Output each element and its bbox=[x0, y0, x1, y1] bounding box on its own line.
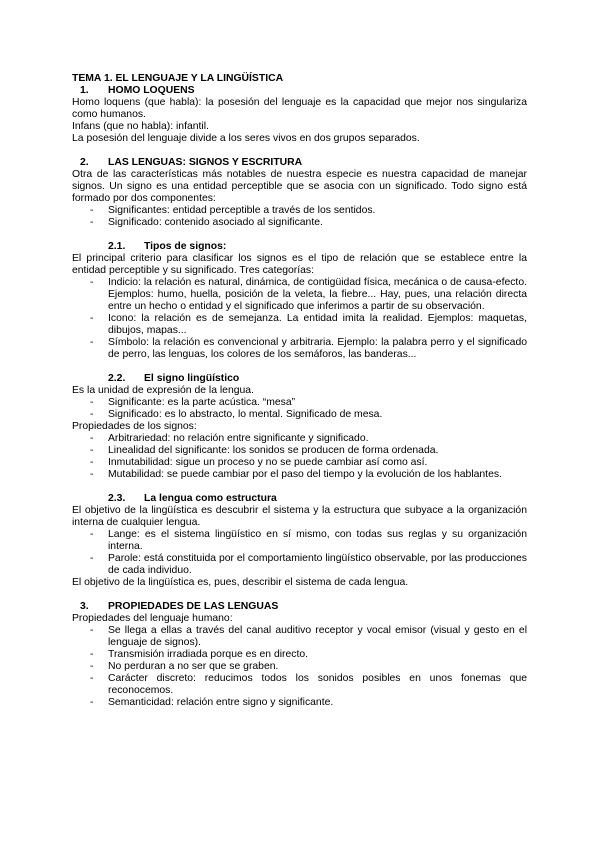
paragraph: El objetivo de la lingüística es, pues, describir el sistema de cada lengua. bbox=[72, 577, 409, 588]
list-item: - Icono: la relación es de semejanza. La entidad imita la realidad. Ejemplos: maquetas, dibujos, mapas... bbox=[72, 313, 527, 337]
subsection-title: El signo lingüístico bbox=[144, 373, 240, 384]
document-body bbox=[72, 73, 527, 709]
paragraph: Es la unidad de expresión de la lengua. bbox=[72, 385, 254, 396]
list-item: - Mutabilidad: se puede cambiar por el paso del tiempo y la evolución de los hablantes. bbox=[72, 469, 527, 481]
subsection-2-1-heading bbox=[72, 241, 527, 253]
list-item: - Significado: es lo abstracto, lo mental. Significado de mesa. bbox=[72, 409, 527, 421]
list-item: - Carácter discreto: reducimos todos los sonidos posibles en unos fonemas que reconocemos. bbox=[72, 673, 527, 697]
section-title: PROPIEDADES DE LAS LENGUAS bbox=[108, 601, 279, 612]
spacer bbox=[72, 589, 527, 601]
bullet-list bbox=[72, 205, 527, 229]
subsection-2-2-heading bbox=[72, 373, 527, 385]
list-item: - Arbitrariedad: no relación entre significante y significado. bbox=[72, 433, 527, 445]
section-2-heading bbox=[72, 157, 527, 169]
spacer bbox=[72, 145, 527, 157]
list-item: - Inmutabilidad: sigue un proceso y no se puede cambiar así como así. bbox=[72, 457, 527, 469]
paragraph: Propiedades de los signos: bbox=[72, 421, 197, 432]
bullet-list bbox=[72, 625, 527, 709]
subsection-title: La lengua como estructura bbox=[144, 493, 277, 504]
list-item: - Transmisión irradiada porque es en directo. bbox=[72, 649, 527, 661]
paragraph: Otra de las características más notables de nuestra especie es nuestra capacidad de manejar signos. Un signo es una entidad perceptible que se asocia con un significado. Todo signo está formado por dos componentes: bbox=[72, 169, 527, 204]
spacer bbox=[72, 229, 527, 241]
document-title: TEMA 1. EL LENGUAJE Y LA LINGÜÍSTICA bbox=[72, 73, 284, 84]
list-item: - Parole: está constituida por el comportamiento lingüístico observable, por las producciones de cada individuo. bbox=[72, 553, 527, 577]
list-item: - Se llega a ellas a través del canal auditivo receptor y vocal emisor (visual y gesto en el lenguaje de signos). bbox=[72, 625, 527, 649]
paragraph: Propiedades del lenguaje humano: bbox=[72, 613, 233, 624]
list-item: - Símbolo: la relación es convencional y arbitraria. Ejemplo: la palabra perro y el significado de perro, las lenguas, los colores de los semáforos, las banderas... bbox=[72, 337, 527, 361]
bullet-list bbox=[72, 433, 527, 481]
subsection-number: 2.1. bbox=[108, 241, 126, 252]
section-title: HOMO LOQUENS bbox=[108, 85, 195, 96]
section-title: LAS LENGUAS: SIGNOS Y ESCRITURA bbox=[108, 157, 303, 168]
paragraph: El principal criterio para clasificar los signos es el tipo de relación que se establece entre la entidad perceptible y su significado. Tres categorías: bbox=[72, 253, 527, 276]
subsection-2-3-heading bbox=[72, 493, 527, 505]
spacer bbox=[72, 361, 527, 373]
list-item: - Lange: es el sistema lingüístico en sí mismo, con todas sus reglas y su organización interna. bbox=[72, 529, 527, 553]
subsection-number: 2.3. bbox=[108, 493, 126, 504]
bullet-list bbox=[72, 397, 527, 421]
section-3-heading bbox=[72, 601, 527, 613]
paragraph: Infans (que no habla): infantil. bbox=[72, 121, 209, 132]
subsection-title: Tipos de signos: bbox=[144, 241, 227, 252]
list-item: - Significante: es la parte acústica. “mesa” bbox=[72, 397, 527, 409]
section-number: 1. bbox=[80, 85, 89, 96]
list-item: - Significantes: entidad perceptible a través de los sentidos. bbox=[72, 205, 527, 217]
paragraph: Homo loquens (que habla): la posesión del lenguaje es la capacidad que mejor nos singulariza como humanos. bbox=[72, 97, 527, 120]
list-item: - Significado: contenido asociado al significante. bbox=[72, 217, 527, 229]
bullet-list bbox=[72, 529, 527, 577]
section-1-heading bbox=[72, 85, 527, 97]
paragraph: La posesión del lenguaje divide a los seres vivos en dos grupos separados. bbox=[72, 133, 420, 144]
section-number: 3. bbox=[80, 601, 89, 612]
list-item: - Semanticidad: relación entre signo y significante. bbox=[72, 697, 527, 709]
paragraph: El objetivo de la lingüística es descubrir el sistema y la estructura que subyace a la organización interna de cualquier lengua. bbox=[72, 505, 527, 528]
bullet-list bbox=[72, 277, 527, 361]
list-item: - Indicio: la relación es natural, dinámica, de contigüidad física, mecánica o de causa-efecto. Ejemplos: humo, huella, posición de la veleta, la fiebre... Hay, pues, una relación directa entre un hecho o entidad y el significado que inferimos a partir de su observación. bbox=[72, 277, 527, 313]
list-item: - No perduran a no ser que se graben. bbox=[72, 661, 527, 673]
subsection-number: 2.2. bbox=[108, 373, 126, 384]
spacer bbox=[72, 481, 527, 493]
section-number: 2. bbox=[80, 157, 89, 168]
list-item: - Linealidad del significante: los sonidos se producen de forma ordenada. bbox=[72, 445, 527, 457]
